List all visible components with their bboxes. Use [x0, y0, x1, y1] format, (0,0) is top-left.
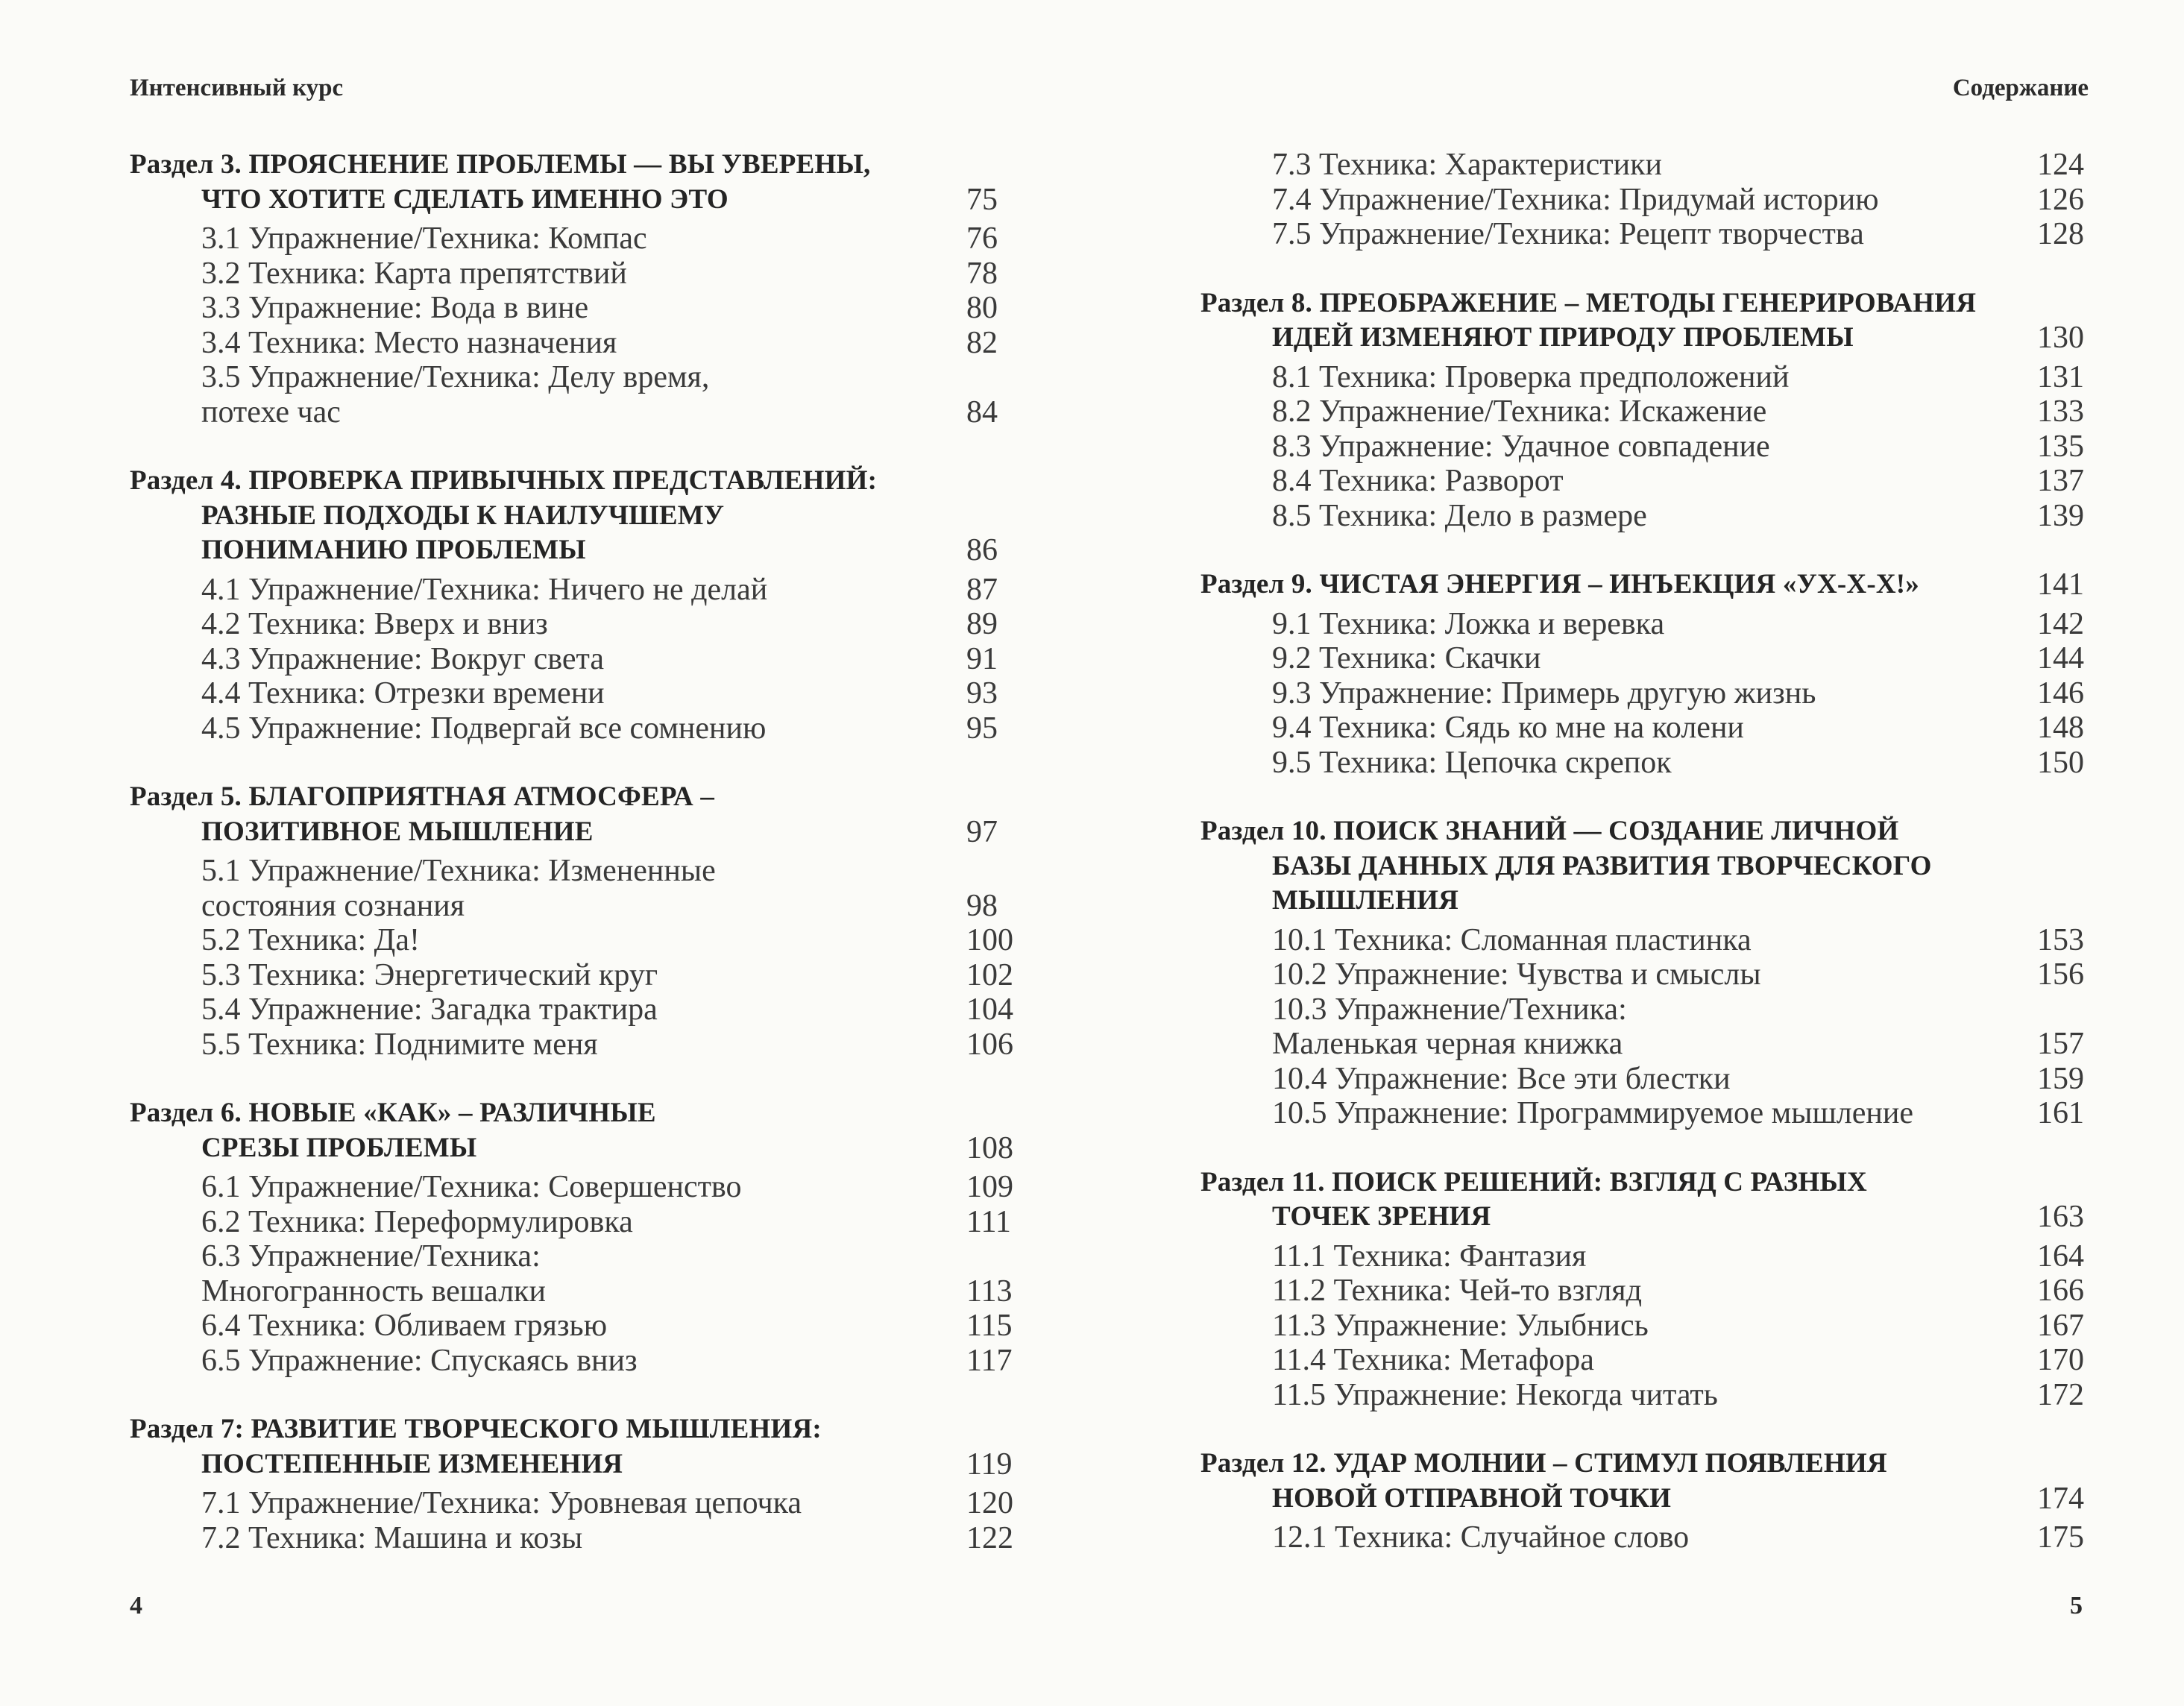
- toc-item: [1200, 1343, 2083, 1378]
- item-title-text: 6.5 Упражнение: Спускаясь вниз: [201, 1343, 638, 1378]
- toc-line: [130, 923, 1012, 958]
- toc-item: [1200, 1274, 2083, 1309]
- toc-line: [1200, 1027, 2083, 1062]
- item-title-text: потехе час: [201, 394, 341, 429]
- toc-item: [1200, 499, 2083, 534]
- toc-item: [130, 1309, 1012, 1344]
- toc-line: [1200, 1062, 2083, 1097]
- toc-line: [130, 642, 1012, 677]
- toc-item: [130, 1344, 1012, 1379]
- toc-line: [130, 780, 1012, 815]
- toc-line: [130, 815, 1012, 850]
- section-title-text: БАЗЫ ДАННЫХ ДЛЯ РАЗВИТИЯ ТВОРЧЕСКОГО: [1272, 850, 1932, 881]
- section-title-text: ПОСТЕПЕННЫЕ ИЗМЕНЕНИЯ: [201, 1448, 623, 1479]
- item-title-text: 10.3 Упражнение/Техника:: [1272, 992, 1627, 1027]
- section-title-text: РАЗНЫЕ ПОДХОДЫ К НАИЛУЧШЕМУ: [201, 500, 725, 531]
- toc-item: [130, 1027, 1012, 1063]
- toc-page-number: 111: [966, 1204, 1011, 1239]
- toc-line: [1200, 567, 2083, 602]
- item-title-text: Многогранность вешалки: [201, 1274, 546, 1309]
- toc-line: [1200, 641, 2083, 676]
- item-title-text: 4.5 Упражнение: Подвергай все сомнению: [201, 711, 767, 746]
- item-title-text: 7.5 Упражнение/Техника: Рецепт творчества: [1272, 217, 1864, 251]
- toc-line: [130, 1486, 1012, 1521]
- section-title-text: Раздел 4. ПРОВЕРКА ПРИВЫЧНЫХ ПРЕДСТАВЛЕНИЙ:: [130, 465, 878, 496]
- toc-page-number: 153: [2037, 922, 2084, 957]
- toc-page-number: 98: [966, 888, 998, 923]
- toc-section-heading: [130, 464, 1012, 568]
- toc-item: [130, 958, 1012, 993]
- item-title-text: 9.1 Техника: Ложка и веревка: [1272, 606, 1665, 641]
- toc-line: [1200, 1165, 2083, 1200]
- toc-line: [130, 1096, 1012, 1131]
- toc-line: [130, 992, 1012, 1027]
- toc-page-number: 120: [966, 1486, 1013, 1520]
- toc-line: [1200, 464, 2083, 499]
- toc-item: [1200, 217, 2083, 252]
- item-title-text: 5.3 Техника: Энергетический круг: [201, 957, 658, 992]
- toc-page-number: 135: [2037, 429, 2084, 464]
- toc-page-number: 150: [2037, 745, 2084, 780]
- toc-page-number: 108: [966, 1130, 1013, 1165]
- item-title-text: 10.2 Упражнение: Чувства и смыслы: [1272, 957, 1761, 992]
- toc-page-number: 159: [2037, 1061, 2084, 1096]
- toc-line: [130, 533, 1012, 568]
- toc-page-number: 146: [2037, 676, 2084, 711]
- toc-line: [130, 221, 1012, 256]
- toc-line: [130, 291, 1012, 326]
- section-title-text: ИДЕЙ ИЗМЕНЯЮТ ПРИРОДУ ПРОБЛЕМЫ: [1272, 322, 1854, 353]
- toc-item: [130, 360, 1012, 429]
- section-title-text: ПОНИМАНИЮ ПРОБЛЕМЫ: [201, 535, 586, 565]
- section-title-text: ТОЧЕК ЗРЕНИЯ: [1272, 1201, 1491, 1232]
- toc-item: [130, 256, 1012, 292]
- section-title-text: Раздел 12. УДАР МОЛНИИ – СТИМУЛ ПОЯВЛЕНИЯ: [1200, 1448, 1887, 1479]
- toc-page-number: 122: [966, 1520, 1013, 1555]
- item-title-text: 6.4 Техника: Обливаем грязью: [201, 1309, 608, 1343]
- item-title-text: 4.4 Техника: Отрезки времени: [201, 676, 605, 711]
- toc-line: [1200, 814, 2083, 849]
- toc-section-heading: [130, 780, 1012, 849]
- toc-line: [1200, 1343, 2083, 1378]
- toc-line: [1200, 1309, 2083, 1344]
- toc-line: [1200, 394, 2083, 429]
- toc-line: [130, 183, 1012, 218]
- toc-line: [130, 1131, 1012, 1166]
- item-title-text: 4.3 Упражнение: Вокруг света: [201, 641, 605, 676]
- toc-page-number: 148: [2037, 711, 2084, 745]
- toc-line: [1200, 884, 2083, 919]
- item-title-text: 4.1 Упражнение/Техника: Ничего не делай: [201, 572, 768, 607]
- toc-line: [130, 395, 1012, 430]
- item-title-text: 11.4 Техника: Метафора: [1272, 1343, 1594, 1377]
- section-title-text: Раздел 9. ЧИСТАЯ ЭНЕРГИЯ – ИНЪЕКЦИЯ «УХ-Х-Х!»: [1200, 569, 1920, 599]
- toc-page-number: 109: [966, 1170, 1013, 1204]
- item-title-text: 7.1 Упражнение/Техника: Уровневая цепочка: [201, 1486, 802, 1520]
- toc-item: [1200, 641, 2083, 676]
- toc-line: [1200, 499, 2083, 534]
- toc-section-heading: [130, 148, 1012, 217]
- toc-page-number: 166: [2037, 1274, 2084, 1308]
- toc-item: [1200, 360, 2083, 395]
- section-title-text: Раздел 8. ПРЕОБРАЖЕНИЕ – МЕТОДЫ ГЕНЕРИРОВАНИЯ: [1200, 287, 1977, 318]
- toc-section-heading: [1200, 286, 2083, 356]
- toc-line: [130, 1447, 1012, 1482]
- section-title-text: Раздел 6. НОВЫЕ «КАК» – РАЗЛИЧНЫЕ: [130, 1098, 656, 1128]
- toc-item: [130, 854, 1012, 923]
- toc-item: [1200, 746, 2083, 781]
- toc-page-number: 84: [966, 394, 998, 429]
- item-title-text: 7.3 Техника: Характеристики: [1272, 148, 1662, 182]
- toc-line: [1200, 923, 2083, 958]
- toc-line: [130, 256, 1012, 292]
- section-title-text: Раздел 5. БЛАГОПРИЯТНАЯ АТМОСФЕРА –: [130, 781, 715, 812]
- toc-line: [130, 1521, 1012, 1556]
- running-head-right: Содержание: [1952, 75, 2089, 101]
- toc-item: [130, 326, 1012, 361]
- toc-page-number: 89: [966, 607, 998, 641]
- toc-section-heading: [1200, 814, 2083, 919]
- item-title-text: 8.2 Упражнение/Техника: Искажение: [1272, 394, 1767, 429]
- toc-page-number: 175: [2037, 1520, 2084, 1555]
- toc-line: [130, 1239, 1012, 1274]
- toc-line: [130, 854, 1012, 889]
- toc-line: [130, 1027, 1012, 1063]
- toc-line: [130, 1412, 1012, 1447]
- toc-line: [1200, 321, 2083, 356]
- toc-item: [1200, 183, 2083, 218]
- toc-page-number: 157: [2037, 1027, 2084, 1061]
- page-number-right: 5: [2070, 1592, 2083, 1620]
- item-title-text: 10.4 Упражнение: Все эти блестки: [1272, 1061, 1731, 1096]
- item-title-text: 8.1 Техника: Проверка предположений: [1272, 359, 1790, 394]
- item-title-text: 7.2 Техника: Машина и козы: [201, 1520, 583, 1555]
- toc-line: [1200, 849, 2083, 884]
- toc-page-number: 80: [966, 291, 998, 325]
- toc-page-number: 139: [2037, 498, 2084, 533]
- section-title-text: ПОЗИТИВНОЕ МЫШЛЕНИЕ: [201, 816, 594, 847]
- toc-line: [1200, 429, 2083, 465]
- toc-page-number: 137: [2037, 464, 2084, 498]
- toc-item: [1200, 394, 2083, 429]
- item-title-text: 9.2 Техника: Скачки: [1272, 641, 1541, 676]
- toc-item: [130, 923, 1012, 958]
- toc-page-number: 163: [2037, 1200, 2084, 1234]
- toc-item: [1200, 1378, 2083, 1413]
- item-title-text: 9.3 Упражнение: Примерь другую жизнь: [1272, 676, 1816, 711]
- toc-line: [130, 958, 1012, 993]
- toc-page-number: 131: [2037, 359, 2084, 394]
- toc-item: [1200, 711, 2083, 746]
- toc-page-number: 164: [2037, 1238, 2084, 1274]
- item-title-text: 10.5 Упражнение: Программируемое мышление: [1272, 1096, 1913, 1130]
- toc-section-heading: [130, 1096, 1012, 1165]
- item-title-text: 3.3 Упражнение: Вода в вине: [201, 291, 589, 325]
- toc-page-number: 113: [966, 1274, 1013, 1309]
- toc-item: [130, 676, 1012, 711]
- toc-line: [1200, 217, 2083, 252]
- item-title-text: 5.4 Упражнение: Загадка трактира: [201, 992, 658, 1027]
- item-title-text: 6.3 Упражнение/Техника:: [201, 1239, 541, 1274]
- item-title-text: 8.4 Техника: Разворот: [1272, 464, 1564, 498]
- toc-line: [130, 1344, 1012, 1379]
- toc-line: [130, 889, 1012, 924]
- toc-item: [1200, 676, 2083, 711]
- toc-item: [1200, 957, 2083, 992]
- toc-section-heading: [1200, 1447, 2083, 1516]
- toc-section-heading: [1200, 567, 2083, 602]
- toc-line: [130, 573, 1012, 608]
- item-title-text: 4.2 Техника: Вверх и вниз: [201, 607, 548, 641]
- item-title-text: 11.5 Упражнение: Некогда читать: [1272, 1377, 1718, 1412]
- item-title-text: 5.5 Техника: Поднимите меня: [201, 1027, 598, 1062]
- toc-line: [130, 711, 1012, 746]
- item-title-text: 9.5 Техника: Цепочка скрепок: [1272, 745, 1672, 780]
- section-title-text: ЧТО ХОТИТЕ СДЕЛАТЬ ИМЕННО ЭТО: [201, 183, 728, 215]
- section-title-text: МЫШЛЕНИЯ: [1272, 885, 1459, 916]
- section-title-text: Раздел 10. ПОИСК ЗНАНИЙ — СОЗДАНИЕ ЛИЧНОЙ: [1200, 816, 1899, 846]
- toc-line: [1200, 1096, 2083, 1131]
- toc-item: [130, 573, 1012, 608]
- toc-item: [130, 1205, 1012, 1240]
- toc-line: [130, 1205, 1012, 1240]
- toc-item: [1200, 607, 2083, 642]
- toc-item: [130, 992, 1012, 1027]
- toc-item: [130, 711, 1012, 746]
- toc-item: [1200, 1096, 2083, 1131]
- toc-page-number: 75: [966, 182, 998, 217]
- item-title-text: 10.1 Техника: Сломанная пластинка: [1272, 922, 1752, 957]
- toc-page-number: 133: [2037, 394, 2084, 429]
- toc-item: [1200, 923, 2083, 958]
- item-title-text: 12.1 Техника: Случайное слово: [1272, 1520, 1690, 1555]
- toc-line: [130, 607, 1012, 642]
- toc-line: [1200, 676, 2083, 711]
- item-title-text: 5.2 Техника: Да!: [201, 923, 420, 957]
- toc-line: [130, 1170, 1012, 1205]
- toc-line: [1200, 1447, 2083, 1482]
- toc-page-number: 141: [2037, 567, 2084, 602]
- toc-item: [1200, 1239, 2083, 1274]
- toc-line: [1200, 992, 2083, 1027]
- item-title-text: 3.2 Техника: Карта препятствий: [201, 256, 627, 291]
- item-title-text: 3.4 Техника: Место назначения: [201, 325, 617, 360]
- toc-line: [1200, 286, 2083, 321]
- toc-item: [1200, 429, 2083, 465]
- toc-item: [130, 291, 1012, 326]
- toc-column-left-page: [130, 148, 1012, 1555]
- toc-line: [1200, 1200, 2083, 1235]
- toc-item: [130, 607, 1012, 642]
- item-title-text: 3.1 Упражнение/Техника: Компас: [201, 221, 647, 256]
- toc-line: [1200, 711, 2083, 746]
- toc-page-number: 91: [966, 641, 998, 676]
- toc-item: [1200, 1309, 2083, 1344]
- toc-line: [130, 499, 1012, 534]
- toc-page-number: 93: [966, 676, 998, 711]
- toc-page-number: 172: [2037, 1377, 2084, 1412]
- item-title-text: 7.4 Упражнение/Техника: Придумай историю: [1272, 182, 1879, 217]
- toc-page-number: 124: [2037, 148, 2084, 182]
- toc-item: [1200, 148, 2083, 183]
- toc-line: [1200, 957, 2083, 992]
- toc-line: [1200, 1378, 2083, 1413]
- toc-item: [130, 1486, 1012, 1521]
- section-title-text: НОВОЙ ОТПРАВНОЙ ТОЧКИ: [1272, 1482, 1672, 1514]
- toc-page-number: 144: [2037, 641, 2084, 676]
- item-title-text: Маленькая черная книжка: [1272, 1027, 1623, 1061]
- toc-item: [130, 642, 1012, 677]
- toc-page-number: 156: [2037, 957, 2084, 992]
- toc-item: [130, 221, 1012, 256]
- toc-line: [130, 360, 1012, 395]
- toc-page-number: 115: [966, 1309, 1013, 1343]
- toc-page-number: 142: [2037, 606, 2084, 641]
- toc-page-number: 106: [966, 1027, 1013, 1062]
- toc-page-number: 86: [966, 533, 998, 567]
- item-title-text: 11.1 Техника: Фантазия: [1272, 1238, 1587, 1274]
- toc-section-heading: [1200, 1165, 2083, 1235]
- item-title-text: 6.1 Упражнение/Техника: Совершенство: [201, 1170, 742, 1204]
- toc-line: [1200, 360, 2083, 395]
- section-title-text: Раздел 7: РАЗВИТИЕ ТВОРЧЕСКОГО МЫШЛЕНИЯ:: [130, 1414, 822, 1444]
- toc-page-number: 104: [966, 992, 1013, 1027]
- item-title-text: 11.2 Техника: Чей-то взгляд: [1272, 1274, 1642, 1308]
- toc-column-right-page: [1200, 148, 2083, 1555]
- toc-item: [130, 1521, 1012, 1556]
- toc-page-number: 100: [966, 923, 1013, 957]
- toc-page-number: 170: [2037, 1343, 2084, 1377]
- item-title-text: 8.3 Упражнение: Удачное совпадение: [1272, 429, 1770, 464]
- item-title-text: 8.5 Техника: Дело в размере: [1272, 498, 1647, 533]
- toc-line: [130, 1274, 1012, 1309]
- toc-line: [1200, 1482, 2083, 1517]
- toc-line: [130, 1309, 1012, 1344]
- toc-item: [1200, 1520, 2083, 1555]
- toc-line: [130, 464, 1012, 499]
- toc-page-number: 87: [966, 572, 998, 607]
- toc-line: [1200, 1239, 2083, 1274]
- toc-line: [1200, 607, 2083, 642]
- toc-line: [1200, 148, 2083, 183]
- running-head-left: Интенсивный курс: [130, 75, 344, 101]
- toc-section-heading: [130, 1412, 1012, 1482]
- toc-page-number: 119: [966, 1447, 1013, 1482]
- section-title-text: СРЕЗЫ ПРОБЛЕМЫ: [201, 1132, 477, 1163]
- toc-page-number: 102: [966, 957, 1013, 992]
- toc-page-number: 167: [2037, 1308, 2084, 1343]
- toc-page-number: 128: [2037, 217, 2084, 251]
- toc-page-number: 174: [2037, 1481, 2084, 1516]
- item-title-text: 3.5 Упражнение/Техника: Делу время,: [201, 360, 710, 394]
- toc-line: [1200, 1274, 2083, 1309]
- toc-page-number: 130: [2037, 321, 2084, 355]
- toc-line: [130, 326, 1012, 361]
- toc-item: [1200, 464, 2083, 499]
- toc-page-number: 76: [966, 221, 998, 256]
- toc-page-number: 95: [966, 711, 998, 746]
- toc-page-number: 82: [966, 325, 998, 360]
- page-number-left: 4: [130, 1592, 142, 1620]
- toc-item: [1200, 992, 2083, 1062]
- item-title-text: состояния сознания: [201, 888, 465, 923]
- toc-item: [130, 1170, 1012, 1205]
- toc-line: [1200, 183, 2083, 218]
- section-title-text: Раздел 3. ПРОЯСНЕНИЕ ПРОБЛЕМЫ — ВЫ УВЕРЕНЫ,: [130, 149, 871, 180]
- toc-item: [130, 1239, 1012, 1309]
- toc-page-number: 97: [966, 814, 998, 849]
- toc-line: [130, 676, 1012, 711]
- section-title-text: Раздел 11. ПОИСК РЕШЕНИЙ: ВЗГЛЯД С РАЗНЫХ: [1200, 1166, 1867, 1197]
- toc-page-number: 126: [2037, 182, 2084, 217]
- toc-line: [130, 148, 1012, 183]
- toc-page-number: 161: [2037, 1096, 2084, 1130]
- toc-page-number: 78: [966, 256, 998, 291]
- item-title-text: 11.3 Упражнение: Улыбнись: [1272, 1308, 1649, 1343]
- item-title-text: 5.1 Упражнение/Техника: Измененные: [201, 854, 716, 888]
- item-title-text: 6.2 Техника: Переформулировка: [201, 1204, 633, 1239]
- toc-page-number: 117: [966, 1343, 1013, 1378]
- item-title-text: 9.4 Техника: Сядь ко мне на колени: [1272, 711, 1744, 745]
- toc-item: [1200, 1062, 2083, 1097]
- toc-line: [1200, 746, 2083, 781]
- toc-line: [1200, 1520, 2083, 1555]
